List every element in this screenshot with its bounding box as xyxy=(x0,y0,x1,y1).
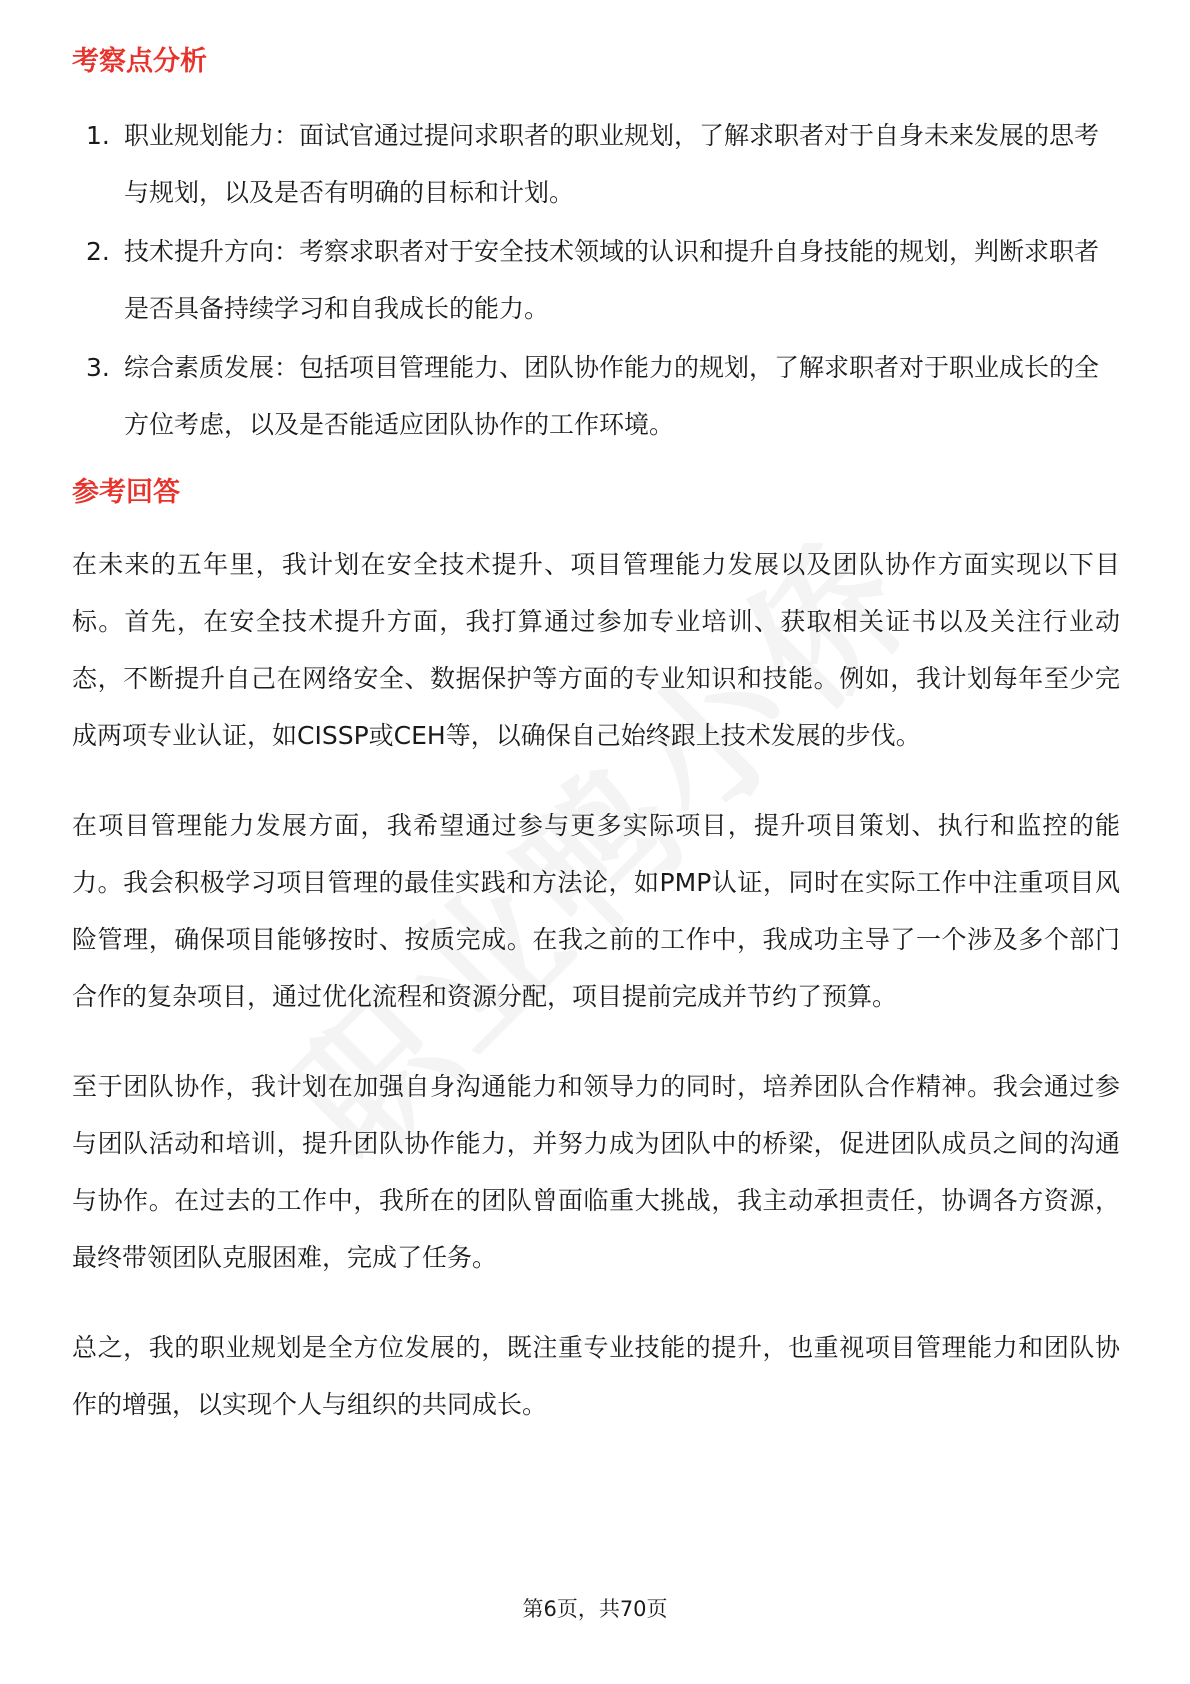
document-body xyxy=(72,44,1120,1466)
analysis-list xyxy=(72,107,1120,453)
list-item xyxy=(72,339,1120,453)
answer-paragraph: 在未来的五年里，我计划在安全技术提升、项目管理能力发展以及团队协作方面实现以下目标。首先，在安全技术提升方面，我打算通过参加专业培训、获取相关证书以及关注行业动态，不断提升自己在网络安全、数据保护等方面的专业知识和技能。例如，我计划每年至少完成两项专业认证，如CISSP或CEH等，以确保自己始终跟上技术发展的步伐。 xyxy=(72,550,1120,751)
answer-paragraph: 总之，我的职业规划是全方位发展的，既注重专业技能的提升，也重视项目管理能力和团队协作的增强，以实现个人与组织的共同成长。 xyxy=(72,1333,1120,1420)
answer-paragraph: 在项目管理能力发展方面，我希望通过参与更多实际项目，提升项目策划、执行和监控的能力。我会积极学习项目管理的最佳实践和方法论，如PMP认证，同时在实际工作中注重项目风险管理，确保项目能够按时、按质完成。在我之前的工作中，我成功主导了一个涉及多个部门合作的复杂项目，通过优化流程和资源分配，项目提前完成并节约了预算。 xyxy=(72,811,1120,1012)
list-item xyxy=(72,107,1120,221)
answer-heading: 参考回答 xyxy=(72,477,180,509)
analysis-heading: 考察点分析 xyxy=(72,46,207,77)
list-item-number: 3. xyxy=(86,353,110,383)
list-item xyxy=(72,223,1120,337)
list-item-number: 1. xyxy=(86,121,110,151)
list-item-number: 2. xyxy=(86,237,110,267)
list-item-text: 职业规划能力：面试官通过提问求职者的职业规划，了解求职者对于自身未来发展的思考与规划，以及是否有明确的目标和计划。 xyxy=(124,121,1100,208)
list-item-text: 技术提升方向：考察求职者对于安全技术领域的认识和提升自身技能的规划，判断求职者是否具备持续学习和自我成长的能力。 xyxy=(124,237,1100,324)
answer-paragraph: 至于团队协作，我计划在加强自身沟通能力和领导力的同时，培养团队合作精神。我会通过参与团队活动和培训，提升团队协作能力，并努力成为团队中的桥梁，促进团队成员之间的沟通与协作。在过去的工作中，我所在的团队曾面临重大挑战，我主动承担责任，协调各方资源，最终带领团队克服困难，完成了任务。 xyxy=(72,1072,1120,1273)
page-number: 第6页，共70页 xyxy=(522,1597,668,1621)
list-item-text: 综合素质发展：包括项目管理能力、团队协作能力的规划，了解求职者对于职业成长的全方位考虑，以及是否能适应团队协作的工作环境。 xyxy=(124,353,1100,440)
